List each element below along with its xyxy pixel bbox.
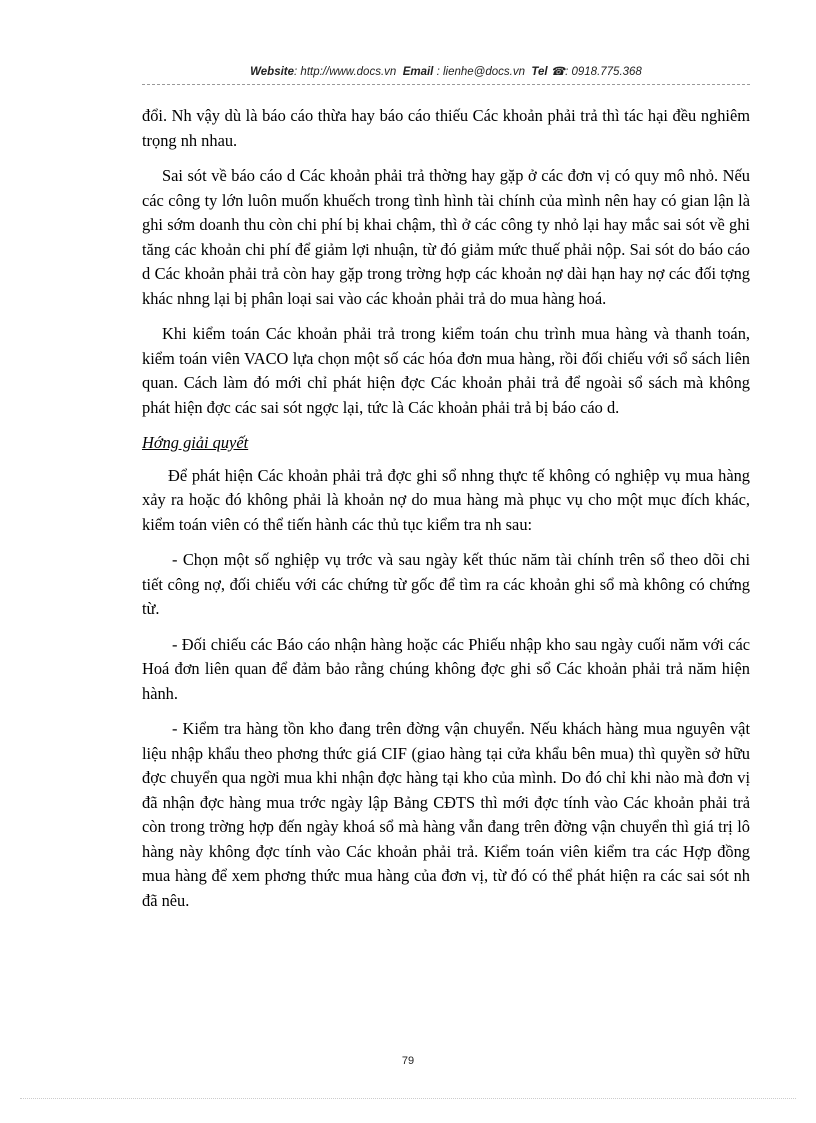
paragraph-6: - Đối chiếu các Báo cáo nhận hàng hoặc các Phiếu nhập kho sau ngày cuối năm với các Hoá đơn liên quan để đảm bảo rằng chúng không đợc ghi sổ Các khoản phải trả năm hiện hành. bbox=[142, 634, 750, 703]
paragraph-4: Để phát hiện Các khoản phải trả đợc ghi sổ nhng thực tế không có nghiệp vụ mua hàng xảy ra hoặc đó không phải là khoản nợ do mua hàng mà phục vụ cho một mục đích khác, kiểm toán viên có thể tiến hành các thủ tục kiểm tra nh sau: bbox=[142, 465, 750, 534]
footer-divider bbox=[20, 1098, 796, 1099]
paragraph-7: - Kiểm tra hàng tồn kho đang trên đờng vận chuyển. Nếu khách hàng mua nguyên vật liệu nhập khẩu theo phơng thức giá CIF (giao hàng tại cửa khẩu bên mua) thì quyền sở hữu đợc chuyển qua ngời mua khi nhận đợc hàng tại kho của mình. Do đó chỉ khi nào mà đơn vị đã nhận đợc hàng mua trớc ngày lập Bảng CĐTS thì mới đợc tính vào Các khoản phải trả còn trong trờng hợp đến ngày khoá sổ mà hàng vẫn đang trên đờng vận chuyển thì giá trị lô hàng này không đợc tính vào Các khoản phải trả. Kiểm toán viên kiểm tra các Hợp đồng mua hàng để xem phơng thức mua hàng của đơn vị, từ đó có thể phát hiện ra các sai sót nh đã nêu. bbox=[142, 719, 750, 910]
tel-label: Tel bbox=[531, 66, 548, 78]
section-heading: Hớng giải quyết bbox=[142, 433, 249, 452]
website-label: Website bbox=[250, 66, 295, 78]
header-divider bbox=[142, 84, 750, 85]
paragraph-1: đổi. Nh vậy dù là báo cáo thừa hay báo cáo thiếu Các khoản phải trả thì tác hại đều nghiêm trọng nh nhau. bbox=[142, 106, 750, 150]
document-body bbox=[142, 104, 750, 924]
paragraph-2: Sai sót về báo cáo d Các khoản phải trả thờng hay gặp ở các đơn vị có quy mô nhỏ. Nếu các công ty lớn luôn muốn khuếch trong tình hình tài chính của mình nên hay có gian lận là ghi sớm doanh thu còn chi phí bị khai chậm, thì ở các công ty nhỏ lại hay mắc sai sót về ghi tăng các khoản chi phí để giảm lợi nhuận, từ đó giảm mức thuế phải nộp. Sai sót do báo cáo d Các khoản phải trả còn hay gặp trong trờng hợp các khoản nợ dài hạn hay nợ các đối tợng khác nhng lại bị phân loại sai vào các khoản phải trả do mua hàng hoá. bbox=[142, 166, 750, 308]
page-number: 79 bbox=[401, 1055, 415, 1067]
phone-icon: ☎ bbox=[550, 66, 566, 78]
email-value: : lienhe@docs.vn bbox=[436, 66, 525, 78]
tel-value: : 0918.775.368 bbox=[565, 66, 642, 78]
email-label: Email bbox=[402, 66, 434, 78]
paragraph-3: Khi kiểm toán Các khoản phải trả trong kiểm toán chu trình mua hàng và thanh toán, kiểm toán viên VACO lựa chọn một số các hóa đơn mua hàng, rồi đối chiếu với sổ sách liên quan. Cách làm đó mới chỉ phát hiện đợc Các khoản phải trả để ngoài sổ sách mà không phát hiện đợc các sai sót ngợc lại, tức là Các khoản phải trả bị báo cáo d. bbox=[142, 324, 750, 417]
paragraph-5: - Chọn một số nghiệp vụ trớc và sau ngày kết thúc năm tài chính trên sổ theo dõi chi tiết công nợ, đối chiếu với các chứng từ gốc để tìm ra các khoản ghi sổ mà không có chứng từ. bbox=[142, 550, 750, 618]
page-header bbox=[142, 64, 750, 78]
website-value: : http://www.docs.vn bbox=[294, 66, 397, 78]
